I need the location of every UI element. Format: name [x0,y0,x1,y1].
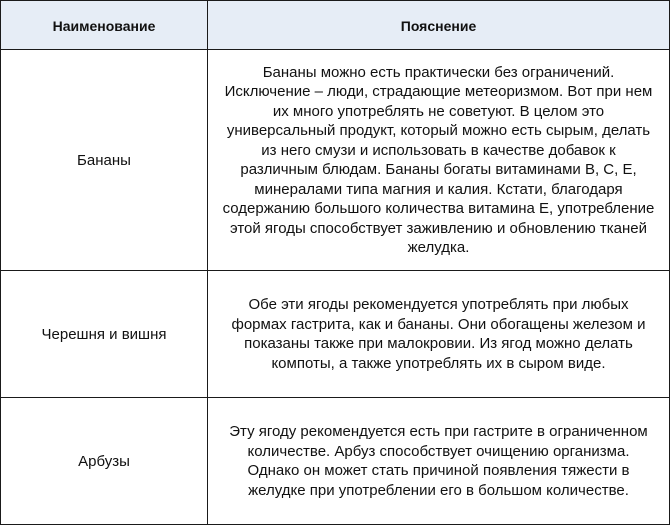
row-description-cell: Эту ягоду рекомендуется есть при гастрите в ограниченном количестве. Арбуз способствует очищению организма. Однако он может стать причиной появления тяжести в желудке при употреблении его в большом количестве. [208,398,670,525]
row-description-cell: Бананы можно есть практически без ограничений. Исключение – люди, страдающие метеоризмом. Вот при нем их много употреблять не советуют. В целом это универсальный продукт, который можно есть сырым, делать из него смузи и использовать в качестве добавок к различным блюдам. Бананы богаты витаминами В, С, Е, минералами типа магния и калия. Кстати, благодаря содержанию большого количества витамина Е, употребление этой ягоды способствует заживлению и обновлению тканей желудка. [208,50,670,271]
row-name-cell: Арбузы [1,398,208,525]
table-row [1,271,670,398]
table-row [1,50,670,271]
row-name-cell: Бананы [1,50,208,271]
table-body [1,50,670,525]
row-name-cell: Черешня и вишня [1,271,208,398]
table-header [1,1,670,50]
header-row [1,1,670,50]
header-description: Пояснение [208,1,670,50]
header-name: Наименование [1,1,208,50]
table-row [1,398,670,525]
row-description-cell: Обе эти ягоды рекомендуется употреблять при любых формах гастрита, как и бананы. Они обогащены железом и показаны также при малокровии. Из ягод можно делать компоты, а также употреблять их в сыром виде. [208,271,670,398]
